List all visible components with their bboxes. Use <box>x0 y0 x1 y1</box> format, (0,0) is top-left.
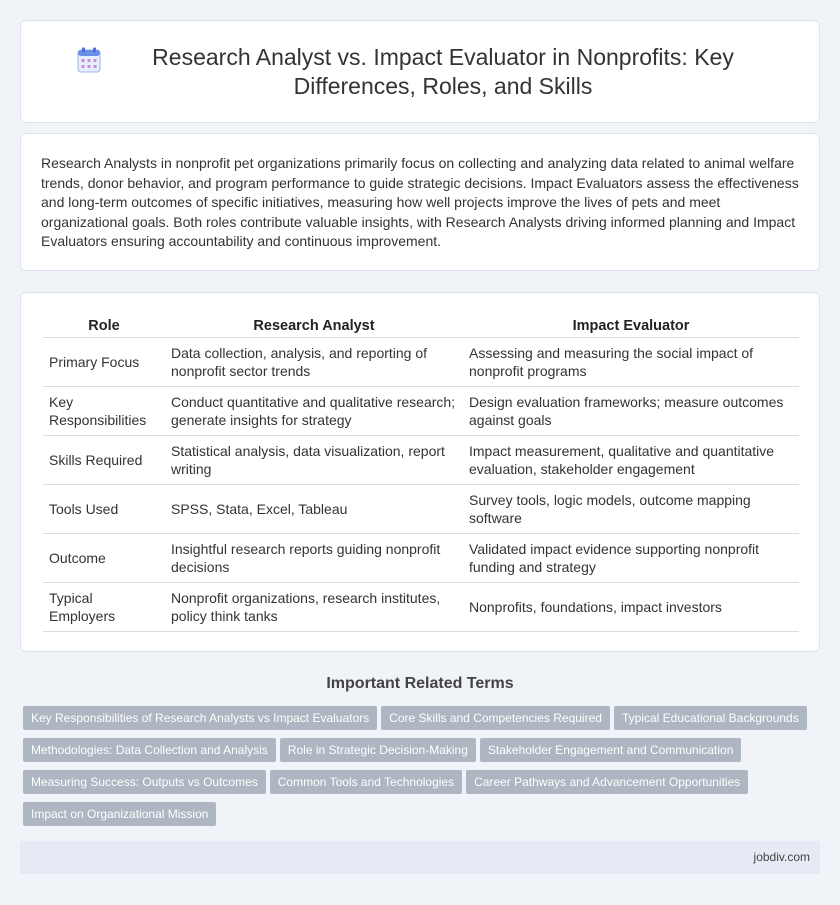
footer-site-link[interactable]: jobdiv.com <box>753 850 810 864</box>
comparison-card <box>20 292 820 652</box>
related-term-tag[interactable]: Role in Strategic Decision-Making <box>280 738 476 762</box>
impact-evaluator-cell: Survey tools, logic models, outcome mapping software <box>463 484 799 533</box>
header-card <box>20 20 820 123</box>
intro-paragraph: Research Analysts in nonprofit pet organizations primarily focus on collecting and analyzing data related to animal welfare trends, donor behavior, and program performance to guide strategic decisions. Impact Evaluators assess the effectiveness and long-term outcomes of specific initiatives, measuring how well projects improve the lives of pets and meet organizational goals. Both roles contribute valuable insights, with Research Analysts driving informed planning and Impact Evaluators ensuring accountability and continuous improvement. <box>41 155 799 249</box>
impact-evaluator-cell: Nonprofits, foundations, impact investors <box>463 582 799 631</box>
role-cell: Primary Focus <box>43 337 165 386</box>
research-analyst-cell: Nonprofit organizations, research institutes, policy think tanks <box>165 582 463 631</box>
research-analyst-cell: Data collection, analysis, and reporting of nonprofit sector trends <box>165 337 463 386</box>
role-cell: Skills Required <box>43 435 165 484</box>
related-term-tag[interactable]: Measuring Success: Outputs vs Outcomes <box>23 770 266 794</box>
header-research-analyst: Research Analyst <box>165 315 463 337</box>
table-row <box>43 337 799 386</box>
related-term-tag[interactable]: Common Tools and Technologies <box>270 770 462 794</box>
impact-evaluator-cell: Validated impact evidence supporting nonprofit funding and strategy <box>463 533 799 582</box>
related-term-tag[interactable]: Career Pathways and Advancement Opportunities <box>466 770 748 794</box>
related-term-tag[interactable]: Typical Educational Backgrounds <box>614 706 807 730</box>
page-title: Research Analyst vs. Impact Evaluator in Nonprofits: Key Differences, Roles, and Skills <box>152 43 734 99</box>
research-analyst-cell: Statistical analysis, data visualization, report writing <box>165 435 463 484</box>
title-wrap <box>37 43 803 101</box>
related-terms-tags <box>23 706 823 834</box>
research-analyst-cell: SPSS, Stata, Excel, Tableau <box>165 484 463 533</box>
calendar-icon <box>77 47 101 73</box>
table-row <box>43 435 799 484</box>
impact-evaluator-cell: Impact measurement, qualitative and quantitative evaluation, stakeholder engagement <box>463 435 799 484</box>
table-row <box>43 533 799 582</box>
role-cell: Outcome <box>43 533 165 582</box>
table-row <box>43 484 799 533</box>
research-analyst-cell: Conduct quantitative and qualitative research; generate insights for strategy <box>165 386 463 435</box>
related-term-tag[interactable]: Impact on Organizational Mission <box>23 802 216 826</box>
intro-card <box>20 133 820 271</box>
related-term-tag[interactable]: Key Responsibilities of Research Analysts vs Impact Evaluators <box>23 706 377 730</box>
table-header-row <box>43 315 799 337</box>
related-term-tag[interactable]: Stakeholder Engagement and Communication <box>480 738 741 762</box>
role-cell: Tools Used <box>43 484 165 533</box>
related-term-tag[interactable]: Core Skills and Competencies Required <box>381 706 610 730</box>
table-row <box>43 386 799 435</box>
related-terms-title: Important Related Terms <box>326 675 514 692</box>
impact-evaluator-cell: Design evaluation frameworks; measure outcomes against goals <box>463 386 799 435</box>
role-cell: Key Responsibilities <box>43 386 165 435</box>
comparison-table <box>43 315 799 632</box>
role-cell: Typical Employers <box>43 582 165 631</box>
header-impact-evaluator: Impact Evaluator <box>463 315 799 337</box>
related-term-tag[interactable]: Methodologies: Data Collection and Analysis <box>23 738 276 762</box>
header-role: Role <box>43 315 165 337</box>
research-analyst-cell: Insightful research reports guiding nonprofit decisions <box>165 533 463 582</box>
footer <box>20 841 820 874</box>
table-row <box>43 582 799 631</box>
impact-evaluator-cell: Assessing and measuring the social impact of nonprofit programs <box>463 337 799 386</box>
